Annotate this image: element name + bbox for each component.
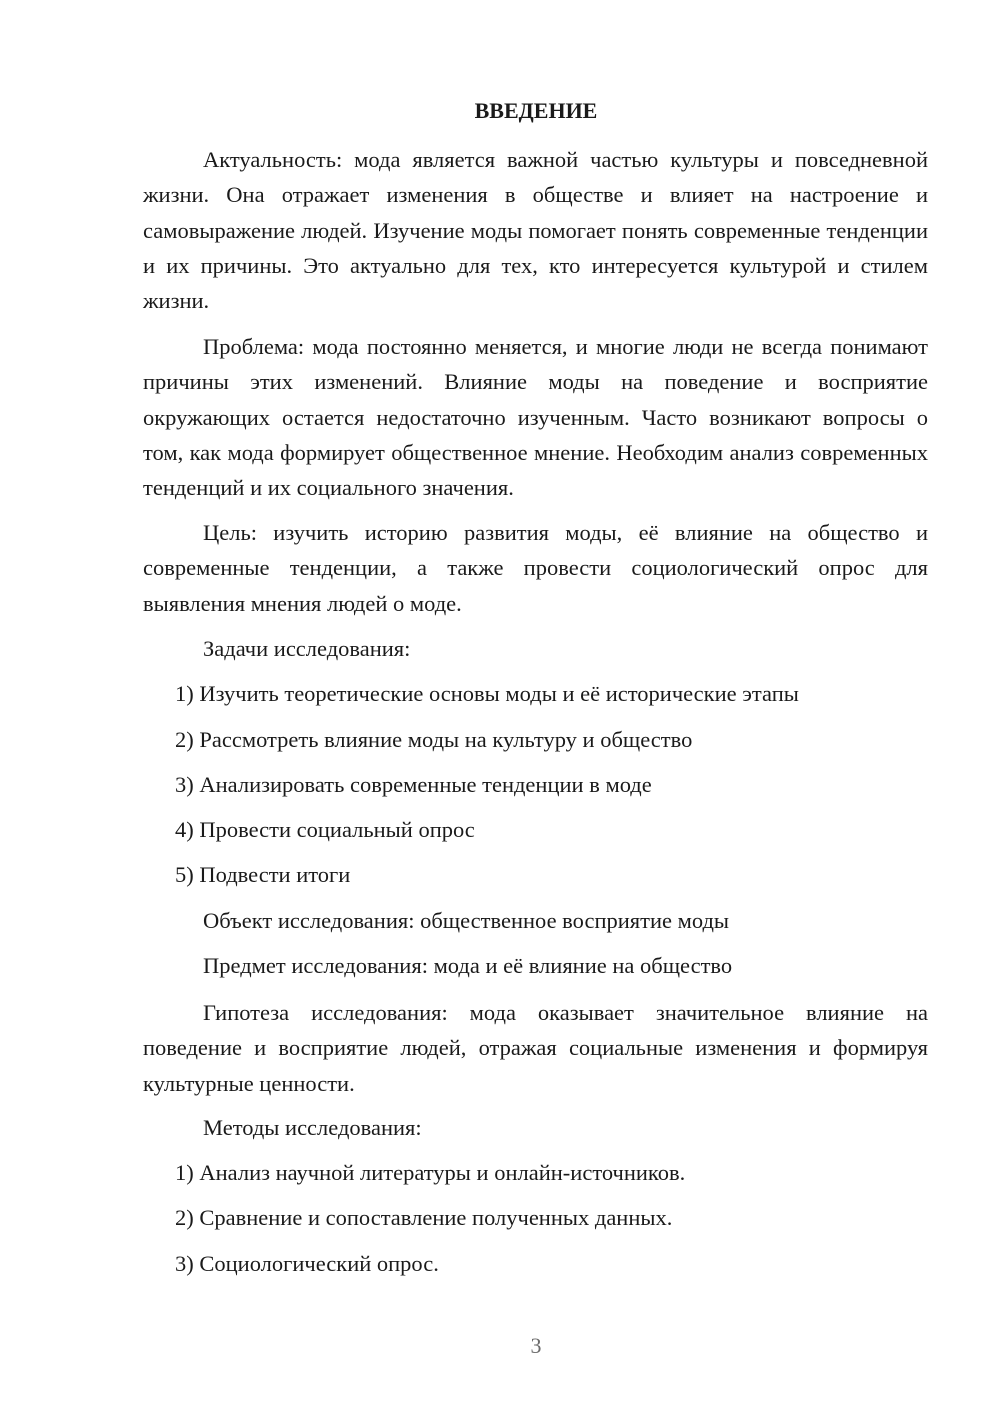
methods-heading: Методы исследования: (203, 1115, 422, 1140)
task-item-1: 1) Изучить теоретические основы моды и её исторические этапы (175, 681, 799, 706)
method-item-3: 3) Социологический опрос. (175, 1251, 439, 1276)
page-title: ВВЕДЕНИЕ (474, 98, 598, 123)
tasks-heading: Задачи исследования: (203, 636, 411, 661)
page-number: 3 (530, 1333, 542, 1358)
research-object: Объект исследования: общественное восприятие моды (203, 908, 730, 933)
method-item-1: 1) Анализ научной литературы и онлайн-источников. (175, 1160, 686, 1185)
method-item-2: 2) Сравнение и сопоставление полученных данных. (175, 1205, 673, 1230)
task-item-5: 5) Подвести итоги (175, 862, 351, 887)
problem-paragraph: Проблема: мода постоянно меняется, и многие люди не всегда понимают причины этих изменений. Влияние моды на поведение и восприятие окружающих остается недостаточно изученным. Часто возникают вопросы о том, как мода формирует общественное мнение. Необходим анализ современных тенденций и их социального значения. (143, 334, 928, 501)
research-subject: Предмет исследования: мода и её влияние на общество (203, 953, 733, 978)
task-item-4: 4) Провести социальный опрос (175, 817, 475, 842)
task-item-3: 3) Анализировать современные тенденции в моде (175, 772, 652, 797)
goal-paragraph: Цель: изучить историю развития моды, её влияние на общество и современные тенденции, а также провести социологический опрос для выявления мнения людей о моде. (143, 520, 928, 616)
hypothesis-paragraph: Гипотеза исследования: мода оказывает значительное влияние на поведение и восприятие людей, отражая социальные изменения и формируя культурные ценности. (143, 1000, 928, 1096)
task-item-2: 2) Рассмотреть влияние моды на культуру и общество (175, 727, 693, 752)
relevance-paragraph: Актуальность: мода является важной частью культуры и повседневной жизни. Она отражает изменения в обществе и влияет на настроение и самовыражение людей. Изучение моды помогает понять современные тенденции и их причины. Это актуально для тех, кто интересуется культурой и стилем жизни. (143, 147, 928, 314)
